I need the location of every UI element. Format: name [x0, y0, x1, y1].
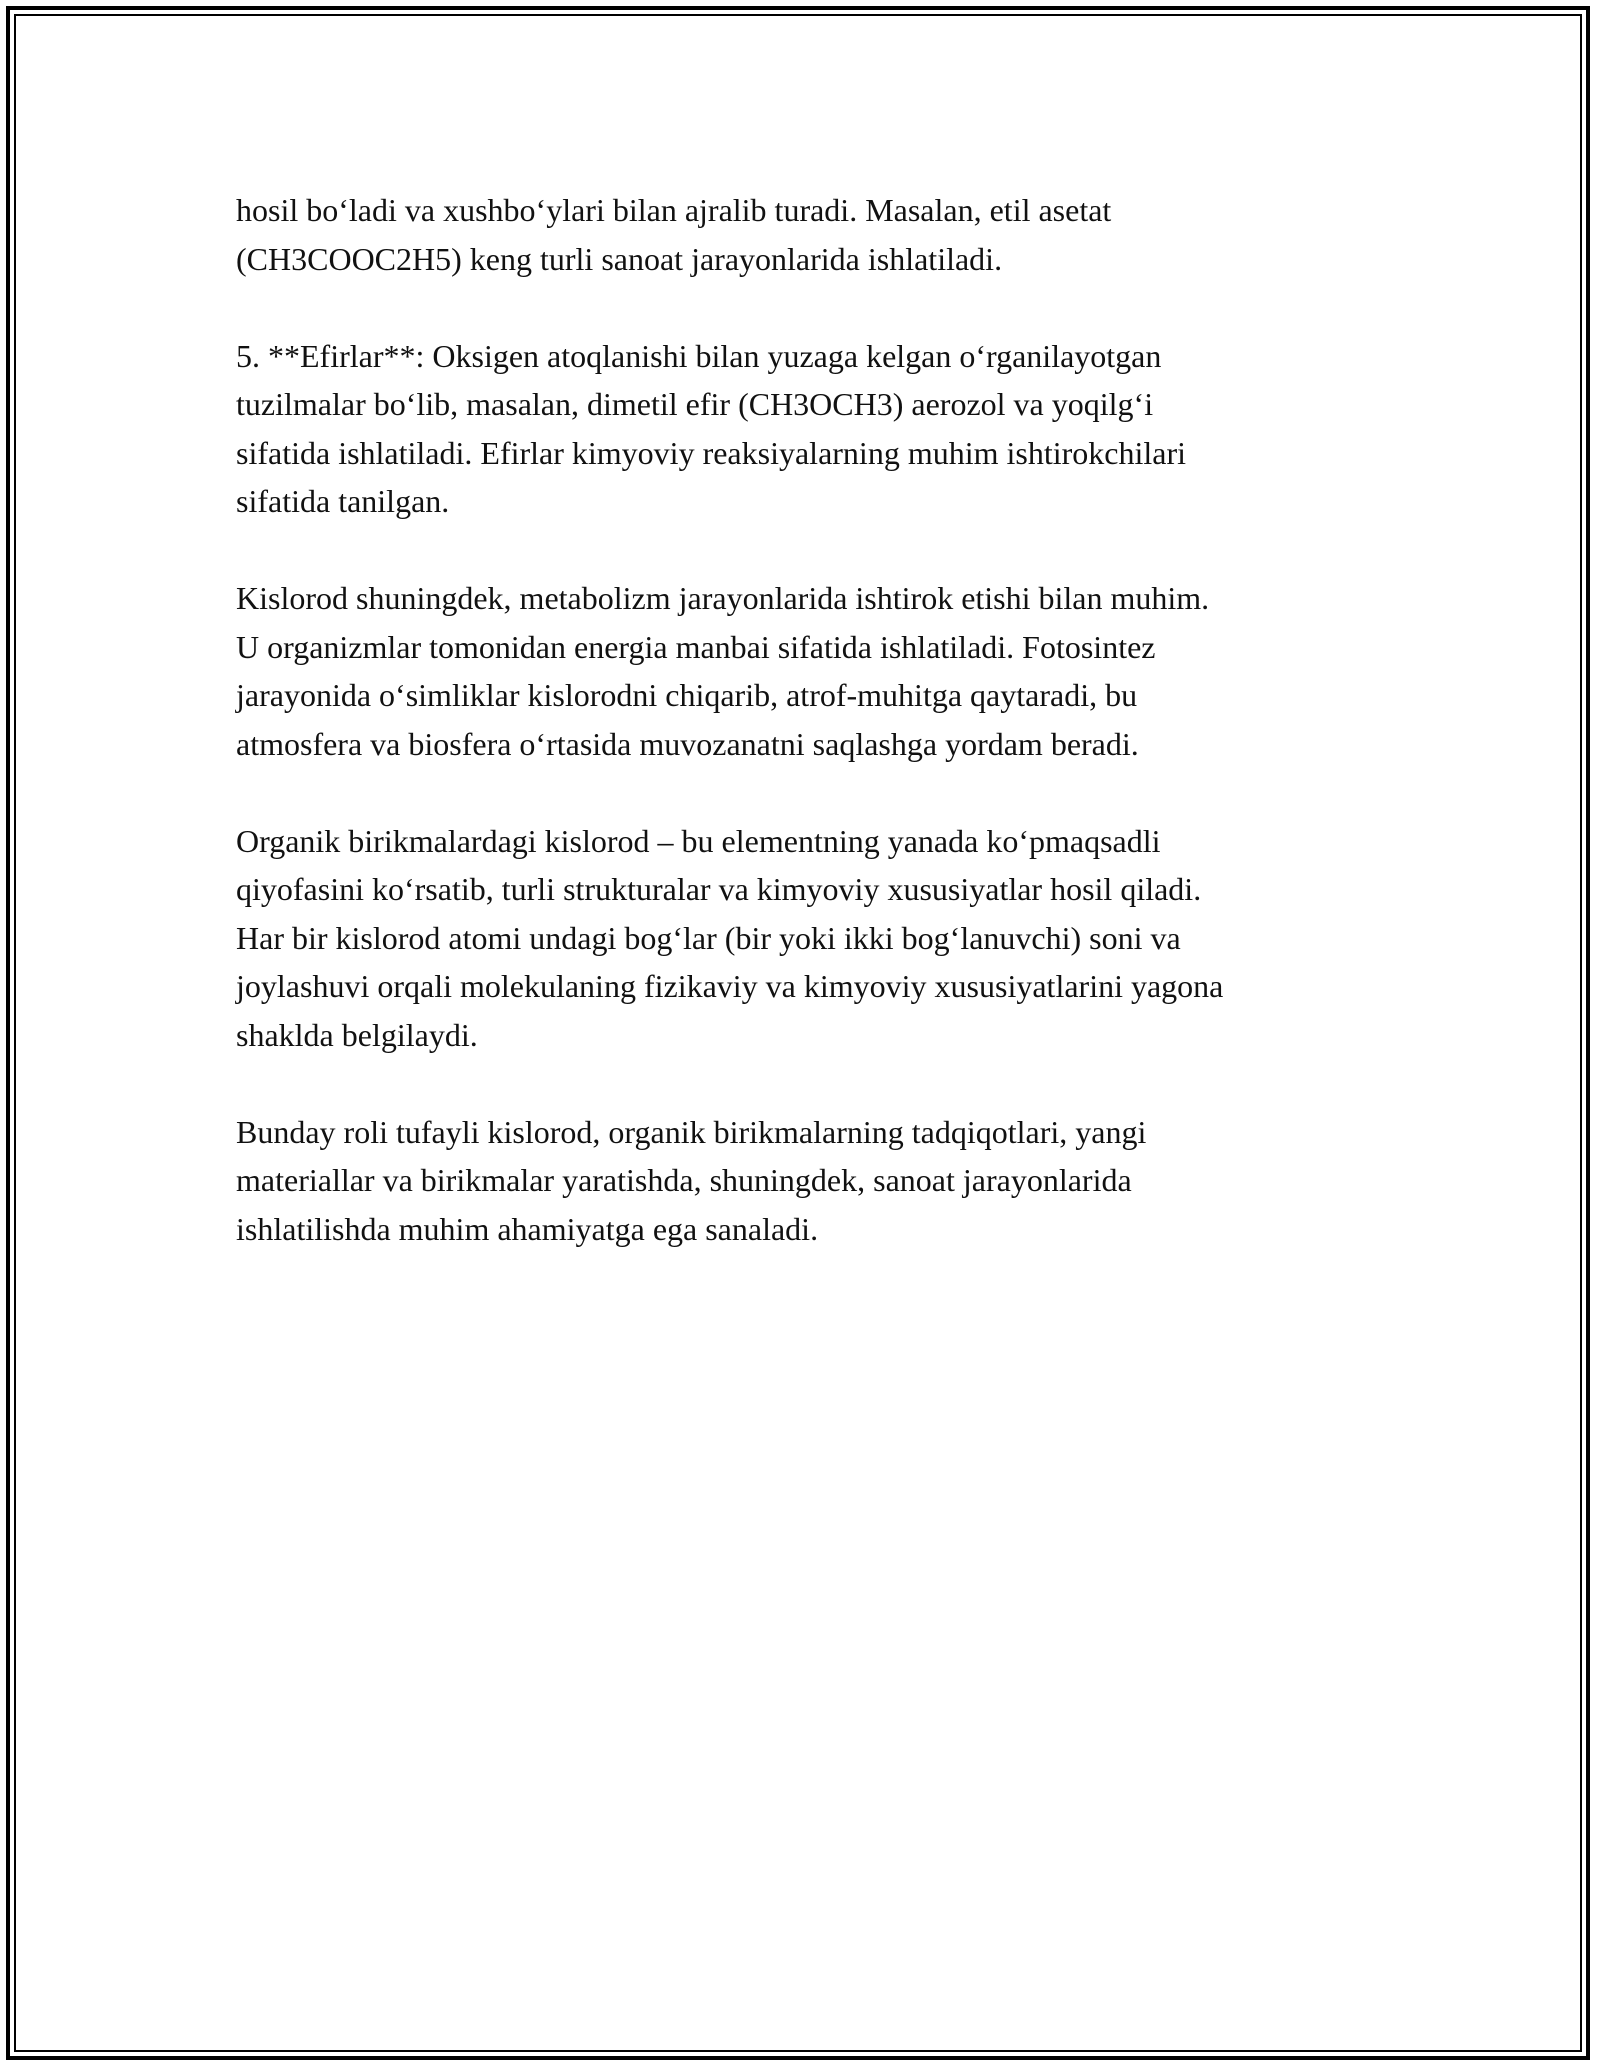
paragraph-organic-oxygen: Organik birikmalardagi kislorod – bu elementning yanada ko‘pmaqsadli qiyofasini ko‘rsatib, turli strukturalar va kimyoviy xususiyatlar hosil qiladi. Har bir kislorod atomi undagi bog‘lar (bir yoki ikki bog‘lanuvchi) soni va joylashuvi orqali molekulaning fizikaviy va kimyoviy xususiyatlarini yagona shaklda belgilaydi. — [236, 822, 1224, 1053]
paragraph-ester-continuation: hosil bo‘ladi va xushbo‘ylari bilan ajralib turadi. Masalan, etil asetat (CH3COOC2H5) keng turli sanoat jarayonlarida ishlatiladi. — [236, 192, 1112, 277]
paragraph-conclusion: Bunday roli tufayli kislorod, organik birikmalarning tadqiqotlari, yangi materiallar va birikmalar yaratishda, shuningdek, sanoat jarayonlarida ishlatilishda muhim ahamiyatga ega sanaladi. — [236, 1113, 1147, 1247]
document-body — [236, 186, 1386, 1302]
paragraph-ethers: 5. **Efirlar**: Oksigen atoqlanishi bilan yuzaga kelgan o‘rganilayotgan tuzilmalar bo‘lib, masalan, dimetil efir (CH3OCH3) aerozol va yoqilg‘i sifatida ishlatiladi. Efirlar kimyoviy reaksiyalarning muhim ishtirokchilari sifatida tanilgan. — [236, 337, 1186, 519]
paragraph-metabolism: Kislorod shuningdek, metabolizm jarayonlarida ishtirok etishi bilan muhim. U organizmlar tomonidan energia manbai sifatida ishlatiladi. Fotosintez jarayonida o‘simliklar kislorodni chiqarib, atrof-muhitga qaytaradi, bu atmosfera va biosfera o‘rtasida muvozanatni saqlashga yordam beradi. — [236, 580, 1210, 762]
